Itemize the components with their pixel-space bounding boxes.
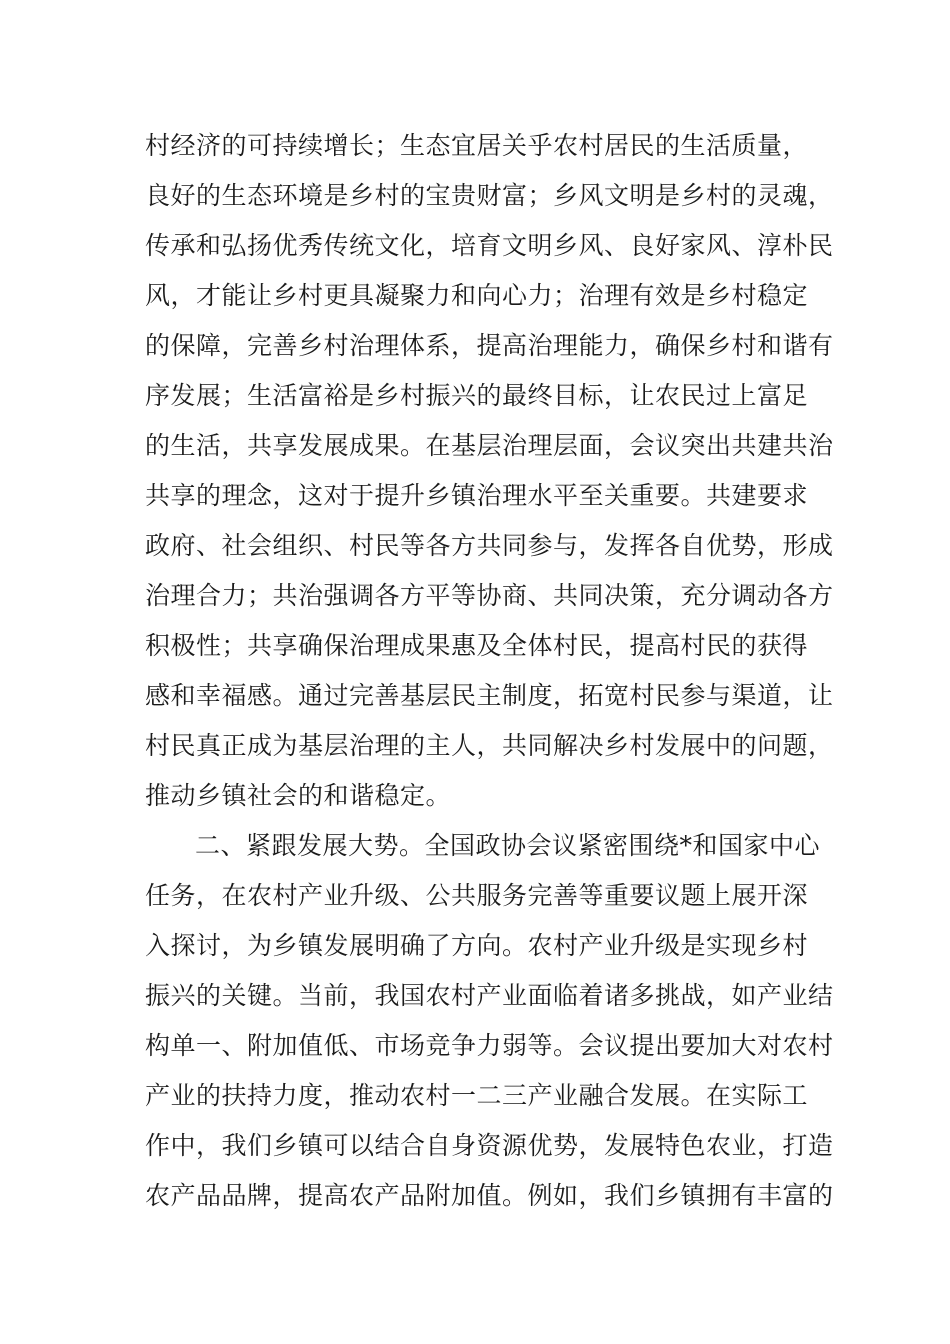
text-line: 作中，我们乡镇可以结合自身资源优势，发展特色农业，打造 [145, 1131, 834, 1160]
text-line: 的生活，共享发展成果。在基层治理层面，会议突出共建共治 [145, 431, 834, 460]
text-line: 良好的生态环境是乡村的宝贵财富；乡风文明是乡村的灵魂， [145, 181, 834, 210]
text-line: 的保障，完善乡村治理体系，提高治理能力，确保乡村和谐有 [145, 331, 834, 360]
text-line: 序发展；生活富裕是乡村振兴的最终目标，让农民过上富足 [145, 381, 809, 410]
text-line: 共享的理念，这对于提升乡镇治理水平至关重要。共建要求 [145, 481, 809, 510]
text-line: 推动乡镇社会的和谐稳定。 [145, 781, 452, 810]
section-heading-line: 二、紧跟发展大势。全国政协会议紧密围绕*和国家中心 [195, 831, 821, 860]
text-line: 传承和弘扬优秀传统文化，培育文明乡风、良好家风、淳朴民 [145, 231, 834, 260]
text-line: 村民真正成为基层治理的主人，共同解决乡村发展中的问题， [145, 731, 834, 760]
text-line: 产业的扶持力度，推动农村一二三产业融合发展。在实际工 [145, 1081, 809, 1110]
text-line: 构单一、附加值低、市场竞争力弱等。会议提出要加大对农村 [145, 1031, 834, 1060]
text-line: 感和幸福感。通过完善基层民主制度，拓宽村民参与渠道，让 [145, 681, 834, 710]
text-line: 入探讨，为乡镇发展明确了方向。农村产业升级是实现乡村 [145, 931, 809, 960]
text-line: 政府、社会组织、村民等各方共同参与，发挥各自优势，形成 [145, 531, 834, 560]
text-line: 积极性；共享确保治理成果惠及全体村民，提高村民的获得 [145, 631, 809, 660]
text-line: 风，才能让乡村更具凝聚力和向心力；治理有效是乡村稳定 [145, 281, 809, 310]
text-line: 村经济的可持续增长；生态宜居关乎农村居民的生活质量， [145, 131, 809, 160]
text-line: 农产品品牌，提高农产品附加值。例如，我们乡镇拥有丰富的 [145, 1181, 834, 1210]
text-line: 振兴的关键。当前，我国农村产业面临着诸多挑战，如产业结 [145, 981, 834, 1010]
text-line: 治理合力；共治强调各方平等协商、共同决策，充分调动各方 [145, 581, 834, 610]
text-line: 任务，在农村产业升级、公共服务完善等重要议题上展开深 [145, 881, 809, 910]
